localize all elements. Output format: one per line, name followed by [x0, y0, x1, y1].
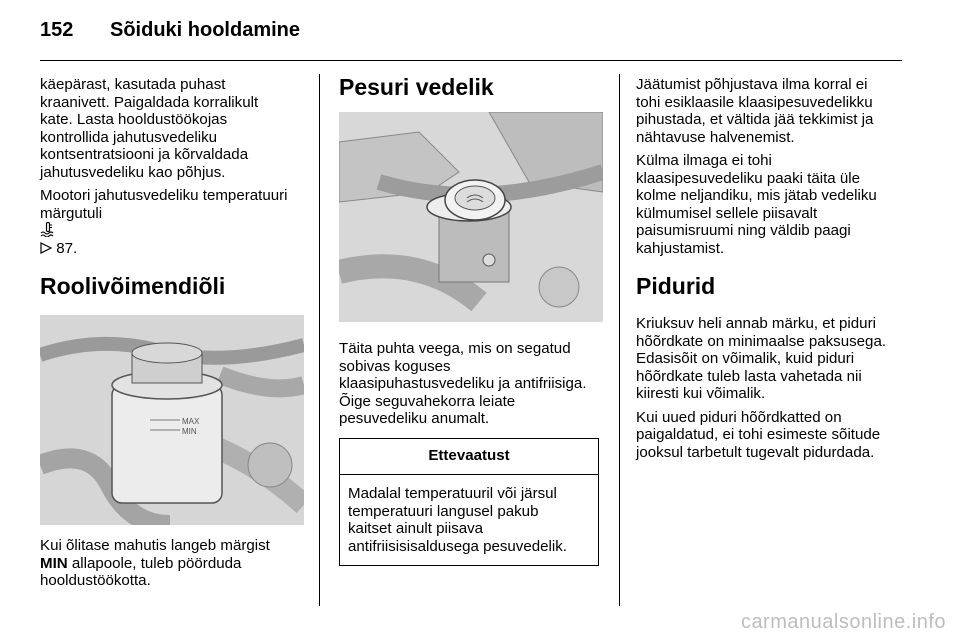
coolant-warning-light-paragraph: Mootori jahutusvedeliku temperatuuri märgutuli 87. [40, 187, 288, 257]
column-right [636, 76, 916, 467]
power-steering-heading: Roolivõimendiõli [40, 273, 226, 299]
min-mark-label: MIN [182, 427, 197, 436]
brakes-new-pads-paragraph: Kui uued piduri hõõrdkatted on paigaldatud, ei tohi esimeste sõitude jooksul tarbetult tugevalt pidurdada. [636, 408, 881, 461]
caution-title: Ettevaatust [340, 439, 598, 476]
brakes-paragraph: Kriuksuv heli annab märku, et piduri hõõrdkate on minimaalse paksusega. Edasisõit on võimalik, kuid piduri hõõrdkate tuleb lasta vahetada nii kiiresti kui võimalik. [636, 315, 887, 402]
washer-fluid-paragraph: Täita puhta veega, mis on segatud sobivas koguses klaasipuhastusvedeliku ja antifriisiga. Õige seguvahekorra leiate pesuvedeliku anumalt. [339, 340, 587, 427]
watermark: carmanualsonline.info [740, 611, 946, 633]
column-left [40, 76, 308, 596]
page-number: 152 [40, 19, 74, 41]
column-middle [339, 74, 607, 566]
power-steering-paragraph: Kui õlitase mahutis langeb märgist MIN allapoole, tuleb pöörduda hooldustöökotta. [40, 537, 270, 589]
washer-cold-paragraph: Külma ilmaga ei tohi klaasipesuvedeliku paaki täita üle kolme neljandiku, mis jätab vedeliku külmumisel sellele piisavalt paisumisruumi ning väldib paagi kahjustamist. [636, 152, 877, 257]
max-mark-label: MAX [182, 417, 200, 426]
coolant-temperature-icon [40, 222, 56, 239]
header-rule [40, 60, 902, 61]
caution-body: Madalal temperatuuril või järsul temperatuuri langusel pakub kaitset ainult piisava antifriisisisaldusega pesuvedelik. [348, 485, 567, 555]
page-ref-link[interactable]: 87. [56, 239, 78, 257]
coolant-paragraph: käepärast, kasutada puhast kraanivett. Paigaldada korralikult kate. Lasta hooldustöökojas kontrollida jahutusvedeliku kontsentratsiooni ja kõrvaldada jahutusvedeliku kao põhjus. [40, 76, 259, 181]
washer-reservoir-illustration [339, 112, 603, 322]
washer-freeze-paragraph: Jäätumist põhjustava ilma korral ei tohi esiklaasile klaasipesuvedelikku pihustada, et vältida jää tekkimist ja nähtavuse halvenemist. [636, 76, 874, 146]
page-header [40, 19, 300, 42]
min-label: MIN [40, 554, 68, 572]
page-ref-arrow-icon [40, 240, 52, 257]
column-divider [319, 74, 320, 606]
caution-box [339, 438, 599, 567]
page-title: Sõiduki hooldamine [110, 19, 301, 41]
column-divider [619, 74, 620, 606]
power-steering-reservoir-illustration [40, 315, 304, 525]
washer-fluid-heading: Pesuri vedelik [339, 74, 494, 100]
brakes-heading: Pidurid [636, 273, 716, 299]
